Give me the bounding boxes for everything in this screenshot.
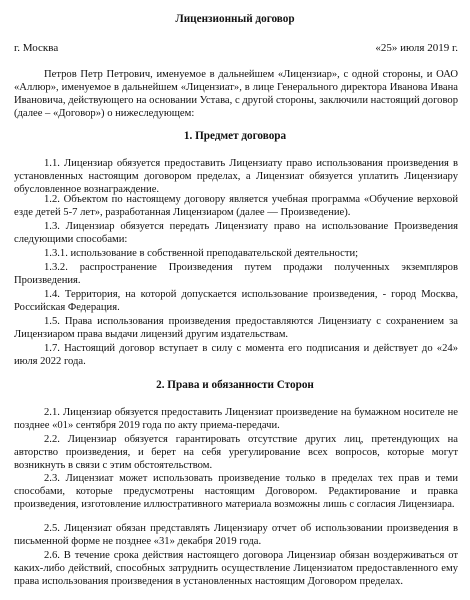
clause-1-5: 1.5. Права использования произведения предоставляются Лицензиату с сохранением за Лицензиаром права выдачи лицензий другим издательствам. (14, 316, 458, 341)
clause-1-3: 1.3. Лицензиар обязуется передать Лицензиату право на использование Произведения следующими способами: (14, 221, 458, 246)
clause-1-7: 1.7. Настоящий договор вступает в силу с момента его подписания и действует до «24» июля 2022 года. (14, 343, 458, 368)
clause-2-5: 2.5. Лицензиат обязан представлять Лицензиару отчет об использовании произведения в письменной форме не позднее «31» декабря 2019 года. (14, 523, 458, 548)
section-heading-rights: 2. Права и обязанности Сторон (156, 379, 314, 391)
clause-2-2: 2.2. Лицензиар обязуется гарантировать отсутствие других лиц, претендующих на авторство произведения, и берет на себя урегулирование всех вопросов, которые могут возникнуть в связи с этим обстоятельством. (14, 434, 458, 472)
preamble-paragraph: Петров Петр Петрович, именуемое в дальнейшем «Лицензиар», с одной стороны, и ОАО «Аллюр», именуемое в дальнейшем «Лицензиат», в лице Генерального директора Иванова Ивана Ивановича, действующего на основании Устава, с другой стороны, заключили настоящий договор (далее – «Договор») о нижеследующем: (14, 69, 458, 120)
clause-1-3-1: 1.3.1. использование в собственной преподавательской деятельности; (44, 248, 359, 259)
section-heading-subject: 1. Предмет договора (183, 130, 287, 142)
clause-2-6: 2.6. В течение срока действия настоящего договора Лицензиар обязан воздерживаться от каких-либо действий, способных затруднить осуществление Лицензиатом предоставленного ему права использования произведения в установленных настоящим Договором пределах. (14, 550, 458, 588)
clause-2-1: 2.1. Лицензиар обязуется предоставить Лицензиат произведение на бумажном носителе не позднее «01» сентября 2019 года по акту приема-передачи. (14, 407, 458, 432)
document-title: Лицензионный договор (175, 13, 295, 25)
clause-2-3: 2.3. Лицензиат может использовать произведение только в пределах тех прав и теми способами, которые предусмотрены настоящим Договором. Редактирование и правка произведения, изготовление иллюстративного материала возможны лишь с согласия Лицензиара. (14, 473, 458, 511)
contract-date: «25» июля 2019 г. (375, 42, 458, 54)
place-date-row (14, 42, 458, 55)
clause-1-1: 1.1. Лицензиар обязуется предоставить Лицензиату право использования произведения в установленных настоящим договором пределах, а Лицензиат обязуется уплатить Лицензиару обусловленное вознаграждение. (14, 158, 458, 196)
clause-1-4: 1.4. Территория, на которой допускается использование произведения, - город Москва, Российская Федерация. (14, 289, 458, 314)
city-label: г. Москва (14, 42, 59, 54)
clause-1-2: 1.2. Объектом по настоящему договору является учебная программа «Обучение верховой езде детей 5-7 лет», разработанная Лицензиаром (далее — Произведение). (14, 194, 458, 219)
clause-1-3-2: 1.3.2. распространение Произведения путем продажи полученных экземпляров Произведения. (14, 262, 458, 287)
